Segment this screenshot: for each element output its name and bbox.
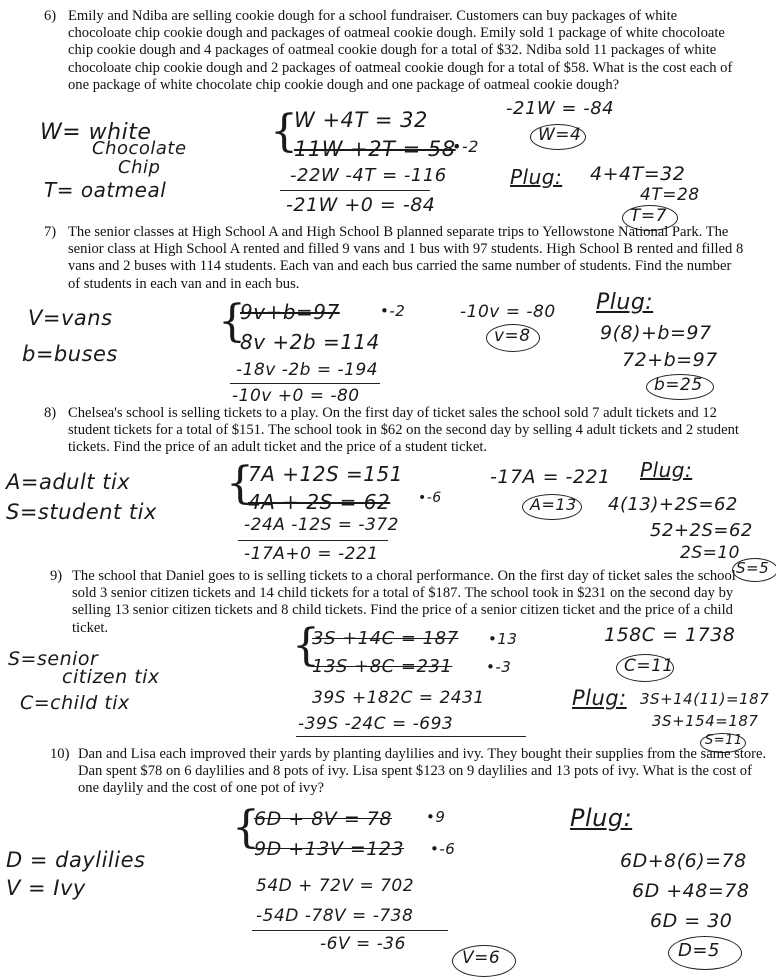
hw-equation: 11W +2T = 58 <box>294 137 456 161</box>
hw-equation: 4A + 2S = 62 <box>248 490 391 514</box>
hw-equation: 54D + 72V = 702 <box>256 876 415 896</box>
hw-sum-line <box>252 930 448 931</box>
hw-equation: -10v +0 = -80 <box>232 386 360 406</box>
hw-plug-step: 72+b=97 <box>622 349 718 371</box>
hw-answer: C=11 <box>624 656 674 676</box>
problem-number: 10) <box>50 746 70 762</box>
hw-equation: -18v -2b = -194 <box>236 360 379 380</box>
hw-variable-def: b=buses <box>22 342 118 366</box>
hw-equation: 8v +2b =114 <box>240 330 380 354</box>
hw-equation: -17A+0 = -221 <box>244 544 379 564</box>
hw-answer: A=13 <box>530 495 577 514</box>
hw-multiplier: •9 <box>426 808 446 826</box>
hw-plug-step: 52+2S=62 <box>650 520 753 541</box>
hw-equation: 6D + 8V = 78 <box>254 808 392 830</box>
problem-text: Chelsea's school is selling tickets to a play. On the first day of ticket sales the school sold 7 adult tickets and 12 student tickets for a total of $151. The school took in $62 on the second day by selling 4 adult tickets and 2 student tickets. Find the price of an adult ticket and the price of a student ticket. <box>68 405 739 456</box>
hw-variable-def: D = daylilies <box>6 848 146 872</box>
hw-variable-def: S=senior <box>8 648 99 670</box>
hw-plug-step: 4T=28 <box>640 185 700 205</box>
hw-side-calc: -21W = -84 <box>506 98 615 119</box>
hw-equation: -54D -78V = -738 <box>256 906 414 926</box>
hw-sum-line <box>280 190 430 191</box>
hw-answer: S=11 <box>705 733 743 748</box>
hw-plug-step: 2S=10 <box>680 543 740 563</box>
hw-brace: { <box>270 106 298 157</box>
hw-plug-step: 3S+154=187 <box>652 712 759 730</box>
hw-plug-label: Plug: <box>596 290 654 315</box>
problem-text: Emily and Ndiba are selling cookie dough for a school fundraiser. Customers can buy packages of white chocoloate chip cookie dough and packages of oatmeal cookie dough. Emily sold 1 package of white chocoloate chip cookie dough and 4 packages of oatmeal cookie dough for a total of $32. Ndiba sold 11 packages of white chocoloate chip cookie dough and 2 packages of oatmeal cookie dough for a total of $58. What is the cost each of one package of white chocolate chip cookie dough and one package of oatmeal cookie dough? <box>68 8 733 93</box>
hw-multiplier: •-3 <box>486 658 512 676</box>
hw-brace: { <box>232 802 260 853</box>
hw-answer: T=7 <box>630 206 667 226</box>
hw-equation: 7A +12S =151 <box>248 462 403 486</box>
hw-plug-step: 4(13)+2S=62 <box>608 494 738 515</box>
hw-side-calc: 158C = 1738 <box>604 624 736 646</box>
hw-variable-def: V=vans <box>28 306 113 330</box>
problem-number: 7) <box>44 224 57 240</box>
hw-plug-label: Plug: <box>510 165 563 189</box>
hw-answer: D=5 <box>678 940 720 961</box>
hw-equation: -6V = -36 <box>320 934 406 954</box>
hw-multiplier: •-6 <box>418 490 442 506</box>
hw-plug-step: 4+4T=32 <box>590 163 686 185</box>
hw-sum-line <box>230 383 380 384</box>
hw-plug-step: 6D = 30 <box>650 910 733 932</box>
problem-number: 9) <box>50 568 63 584</box>
hw-multiplier: •13 <box>488 630 518 648</box>
hw-equation: 3S +14C = 187 <box>312 628 459 649</box>
hw-multiplier: •-6 <box>430 840 456 858</box>
hw-equation: -21W +0 = -84 <box>286 194 436 216</box>
hw-answer: b=25 <box>654 375 703 395</box>
hw-equation: -22W -4T = -116 <box>290 165 447 186</box>
hw-plug-label: Plug: <box>570 804 633 832</box>
hw-variable-def: citizen tix <box>62 666 160 688</box>
hw-side-calc: -10v = -80 <box>460 302 556 322</box>
hw-answer: W=4 <box>538 125 582 145</box>
hw-plug-label: Plug: <box>640 458 693 482</box>
problem-text: The senior classes at High School A and High School B planned separate trips to Yellowstone National Park. The senior class at High School A rented and filled 9 vans and 1 bus with 97 students. High School B rented and filled 8 vans and 2 buses with 114 students. Each van and each bus carried the same number of students. Find the number of students in each van and in each bus. <box>68 224 744 292</box>
problem-text: The school that Daniel goes to is selling tickets to a choral performance. On the first day of ticket sales the school sold 3 senior citizen tickets and 14 child tickets for a total of $187. The school took in $231 on the second day by selling 13 senior citizen tickets and 8 child tickets. Find the price of a senior citizen ticket and the price of a child ticket. <box>72 568 736 636</box>
hw-sum-line <box>238 540 388 541</box>
hw-answer: V=6 <box>462 948 501 968</box>
hw-variable-def: T= oatmeal <box>44 178 167 202</box>
hw-equation: 13S +8C =231 <box>312 656 453 677</box>
hw-equation: -39S -24C = -693 <box>298 714 454 734</box>
hw-variable-def: Chip <box>118 157 161 178</box>
problem-6 <box>44 8 734 94</box>
hw-equation: W +4T = 32 <box>294 108 428 132</box>
hw-brace: { <box>292 620 320 671</box>
hw-answer: v=8 <box>494 326 531 346</box>
hw-variable-def: Chocolate <box>92 138 187 159</box>
hw-variable-def: C=child tix <box>20 692 130 714</box>
problem-text: Dan and Lisa each improved their yards by planting daylilies and ivy. They bought their supplies from the same store. Dan spent $78 on 6 daylilies and 8 pots of ivy. Lisa spent $123 on 9 daylilies and 13 pots of ivy. What is the cost of one daylily and the cost of one pot of ivy? <box>78 746 767 797</box>
problem-number: 6) <box>44 8 57 24</box>
hw-plug-step: 9(8)+b=97 <box>600 322 712 344</box>
hw-variable-def: A=adult tix <box>6 470 131 494</box>
hw-equation: -24A -12S = -372 <box>244 515 399 535</box>
hw-variable-def: S=student tix <box>6 500 157 524</box>
problem-10 <box>50 746 772 798</box>
hw-brace: { <box>226 458 254 509</box>
hw-variable-def: V = Ivy <box>6 876 86 900</box>
hw-sum-line <box>296 736 526 737</box>
problem-8 <box>44 405 744 457</box>
hw-brace: { <box>218 296 246 347</box>
problem-7 <box>44 224 744 293</box>
hw-multiplier: •-2 <box>380 302 406 320</box>
hw-equation: 9v+b=97 <box>240 300 340 324</box>
hw-plug-step: 6D +48=78 <box>632 880 750 902</box>
hw-plug-step: 6D+8(6)=78 <box>620 850 747 872</box>
hw-side-calc: -17A = -221 <box>490 466 611 488</box>
hw-answer: S=5 <box>736 559 770 577</box>
hw-equation: 9D +13V =123 <box>254 838 405 860</box>
hw-plug-step: 3S+14(11)=187 <box>640 690 770 708</box>
hw-equation: 39S +182C = 2431 <box>312 688 485 708</box>
hw-plug-label: Plug: <box>572 686 627 710</box>
problem-number: 8) <box>44 405 57 421</box>
hw-variable-def: W= white <box>40 120 152 145</box>
hw-multiplier: •-2 <box>452 137 479 156</box>
